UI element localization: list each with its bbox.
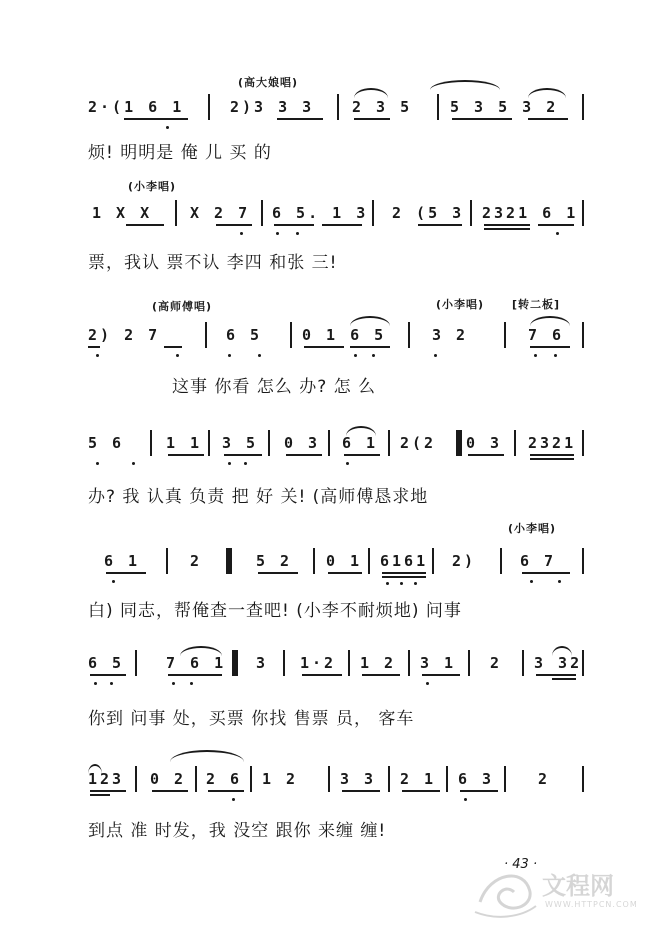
octave-dot <box>258 354 261 357</box>
octave-dot <box>400 582 403 585</box>
bar-line <box>582 430 584 456</box>
beam-line <box>452 118 512 120</box>
beam-line <box>168 674 222 676</box>
bar-line <box>135 650 137 676</box>
beam-line <box>152 790 188 792</box>
bar-line <box>250 766 252 792</box>
beam-line <box>328 572 362 574</box>
bar-line <box>328 766 330 792</box>
tempo-label: [转二板] <box>512 298 561 311</box>
measure-notes: 0 2 <box>150 770 187 788</box>
octave-dot <box>96 354 99 357</box>
bar-line <box>205 322 207 348</box>
octave-dot <box>276 232 279 235</box>
measure-notes: 2 3 5 <box>352 98 413 116</box>
octave-dot <box>228 354 231 357</box>
bar-line <box>208 430 210 456</box>
lyric-line: 白) 同志，帮俺查一查吧! (小李不耐烦地) 问事 <box>88 601 462 621</box>
measure-notes: 2) <box>452 552 477 570</box>
bar-line <box>522 650 524 676</box>
bar-line <box>582 94 584 120</box>
beam-line <box>304 346 344 348</box>
beam-line <box>552 678 576 680</box>
measure-notes: 123 <box>88 770 125 788</box>
slur-mark <box>170 750 244 762</box>
measure-notes: 2 1 <box>400 770 437 788</box>
measure-notes: 0 3 <box>466 434 503 452</box>
beam-line <box>88 346 100 348</box>
beam-line <box>224 454 262 456</box>
octave-dot <box>110 682 113 685</box>
beam-line <box>126 224 164 226</box>
octave-dot <box>296 232 299 235</box>
octave-dot <box>112 580 115 583</box>
bar-line <box>432 548 434 574</box>
octave-dot <box>386 582 389 585</box>
measure-notes: 2)3 3 3 <box>230 98 315 116</box>
bar-line <box>408 650 410 676</box>
measure-notes: 5 6 <box>88 434 125 452</box>
double-bar-line <box>456 430 462 456</box>
beam-line <box>402 790 440 792</box>
beam-line <box>342 790 380 792</box>
measure-notes: 2 <box>538 770 551 788</box>
octave-dot <box>94 682 97 685</box>
bar-line <box>582 548 584 574</box>
bar-line <box>268 430 270 456</box>
bar-line <box>582 200 584 226</box>
measure-notes: 6 1 <box>104 552 141 570</box>
bar-line <box>337 94 339 120</box>
singer-label: (小李唱) <box>128 180 177 193</box>
bar-line <box>408 322 410 348</box>
measure-notes: 0 1 6 5 <box>302 326 387 344</box>
slur-mark <box>430 80 500 90</box>
measure-notes: 1 X X <box>92 204 153 222</box>
beam-line <box>484 224 530 226</box>
beam-line <box>530 454 574 456</box>
beam-line <box>286 454 322 456</box>
measure-notes: 2) 2 7 <box>88 326 161 344</box>
beam-line <box>106 572 146 574</box>
octave-dot <box>244 462 247 465</box>
singer-label: (高师傅唱) <box>152 300 213 313</box>
bar-line <box>470 200 472 226</box>
bar-line <box>195 766 197 792</box>
singer-label: (高大娘唱) <box>238 76 299 89</box>
octave-dot <box>190 682 193 685</box>
beam-line <box>382 576 426 578</box>
beam-line <box>274 224 314 226</box>
measure-notes: 3 32 <box>534 654 583 672</box>
measure-notes: 6 5. 1 3 <box>272 204 369 222</box>
singer-label: (小李唱) <box>508 522 557 535</box>
bar-line <box>328 430 330 456</box>
measure-notes: 6 7 <box>520 552 557 570</box>
octave-dot <box>354 354 357 357</box>
beam-line <box>530 346 570 348</box>
beam-line <box>536 674 576 676</box>
slur-mark <box>552 646 572 656</box>
slur-mark <box>528 88 566 98</box>
measure-notes: 7 6 <box>528 326 565 344</box>
measure-notes: 3 1 <box>420 654 457 672</box>
octave-dot <box>176 354 179 357</box>
lyric-line: 票，我认 票不认 李四 和张 三! <box>88 253 338 273</box>
beam-line <box>382 572 426 574</box>
measure-notes: 6 1 <box>342 434 379 452</box>
measure-notes: 2321 6 1 <box>482 204 579 222</box>
beam-line <box>164 346 182 348</box>
lyric-line: 你到 问事 处，买票 你找 售票 员， 客车 <box>88 709 415 729</box>
beam-line <box>460 790 498 792</box>
page-number: · 43 · <box>504 857 538 872</box>
bar-line <box>150 430 152 456</box>
measure-notes: 6161 <box>380 552 429 570</box>
beam-line <box>216 224 252 226</box>
lyric-line: 到点 准 时发，我 没空 跟你 来缠 缠! <box>88 821 387 841</box>
beam-line <box>168 454 204 456</box>
measure-notes: 2321 <box>528 434 577 452</box>
bar-line <box>582 650 584 676</box>
bar-line <box>500 548 502 574</box>
bar-line <box>468 650 470 676</box>
bar-line <box>504 766 506 792</box>
beam-line <box>484 228 530 230</box>
octave-dot <box>558 580 561 583</box>
beam-line <box>422 674 460 676</box>
beam-line <box>302 674 342 676</box>
bar-line <box>504 322 506 348</box>
beam-line <box>528 118 568 120</box>
watermark-url: WWW.HTTPCN.COM <box>545 900 638 909</box>
measure-notes: 5 3 5 3 2 <box>450 98 559 116</box>
double-bar-line <box>226 548 232 574</box>
bar-line <box>514 430 516 456</box>
slur-mark <box>354 88 388 98</box>
octave-dot <box>240 232 243 235</box>
octave-dot <box>172 682 175 685</box>
bar-line <box>368 548 370 574</box>
bar-line <box>208 94 210 120</box>
measure-notes: 5 2 <box>256 552 293 570</box>
bar-line <box>348 650 350 676</box>
measure-notes: 6 5 <box>226 326 263 344</box>
measure-notes: 3 2 <box>432 326 469 344</box>
beam-line <box>208 790 244 792</box>
octave-dot <box>96 462 99 465</box>
measure-notes: 2(2 <box>400 434 437 452</box>
octave-dot <box>426 682 429 685</box>
site-watermark <box>470 862 650 922</box>
beam-line <box>530 458 574 460</box>
beam-line <box>90 794 110 796</box>
measure-notes: 3 3 <box>340 770 377 788</box>
measure-notes: 1 2 <box>360 654 397 672</box>
bar-line <box>372 200 374 226</box>
singer-label: (小李唱) <box>436 298 485 311</box>
measure-notes: 1·2 <box>300 654 337 672</box>
bar-line <box>290 322 292 348</box>
octave-dot <box>556 232 559 235</box>
beam-line <box>418 224 462 226</box>
bar-line <box>582 322 584 348</box>
beam-line <box>354 118 390 120</box>
beam-line <box>522 572 570 574</box>
beam-line <box>468 454 504 456</box>
beam-line <box>538 224 574 226</box>
measure-notes: 2 (5 3 <box>392 204 465 222</box>
octave-dot <box>228 462 231 465</box>
octave-dot <box>464 798 467 801</box>
octave-dot <box>534 354 537 357</box>
beam-line <box>258 572 298 574</box>
measure-notes: 0 3 <box>284 434 321 452</box>
measure-notes: 3 5 <box>222 434 259 452</box>
watermark-text: 文程网 <box>542 872 614 900</box>
bar-line <box>446 766 448 792</box>
beam-line <box>90 790 126 792</box>
lyric-line: 烦! 明明是 俺 儿 买 的 <box>88 143 272 163</box>
lyric-line: 办? 我 认真 负责 把 好 关! (高师傅恳求地 <box>88 487 429 507</box>
slur-mark <box>180 646 222 656</box>
measure-notes: 2·(1 6 1 <box>88 98 185 116</box>
octave-dot <box>372 354 375 357</box>
octave-dot <box>530 580 533 583</box>
bar-line <box>261 200 263 226</box>
beam-line <box>90 674 126 676</box>
octave-dot <box>346 462 349 465</box>
bar-line <box>166 548 168 574</box>
measure-notes: 2 <box>490 654 503 672</box>
bar-line <box>135 766 137 792</box>
measure-notes: 1 2 <box>262 770 299 788</box>
lyric-line: 这事 你看 怎么 办? 怎 么 <box>172 377 377 397</box>
beam-line <box>277 118 323 120</box>
slur-mark <box>350 316 390 326</box>
bar-line <box>313 548 315 574</box>
octave-dot <box>166 126 169 129</box>
double-bar-line <box>232 650 238 676</box>
slur-mark <box>88 764 102 774</box>
watermark-swirl-icon <box>470 862 540 920</box>
measure-notes: 3 <box>256 654 269 672</box>
measure-notes: 1 1 <box>166 434 203 452</box>
bar-line <box>283 650 285 676</box>
measure-notes: 7 6 1 <box>166 654 227 672</box>
beam-line <box>350 346 390 348</box>
beam-line <box>322 224 362 226</box>
slur-mark <box>346 426 376 436</box>
slur-mark <box>530 316 570 326</box>
bar-line <box>388 430 390 456</box>
measure-notes: 6 3 <box>458 770 495 788</box>
octave-dot <box>434 354 437 357</box>
octave-dot <box>232 798 235 801</box>
bar-line <box>175 200 177 226</box>
octave-dot <box>554 354 557 357</box>
bar-line <box>388 766 390 792</box>
measure-notes: 2 <box>190 552 203 570</box>
beam-line <box>362 674 400 676</box>
bar-line <box>582 766 584 792</box>
measure-notes: X 2 7 <box>190 204 251 222</box>
bar-line <box>437 94 439 120</box>
measure-notes: 2 6 <box>206 770 243 788</box>
octave-dot <box>414 582 417 585</box>
measure-notes: 6 5 <box>88 654 125 672</box>
measure-notes: 0 1 <box>326 552 363 570</box>
beam-line <box>124 118 188 120</box>
beam-line <box>344 454 380 456</box>
octave-dot <box>132 462 135 465</box>
